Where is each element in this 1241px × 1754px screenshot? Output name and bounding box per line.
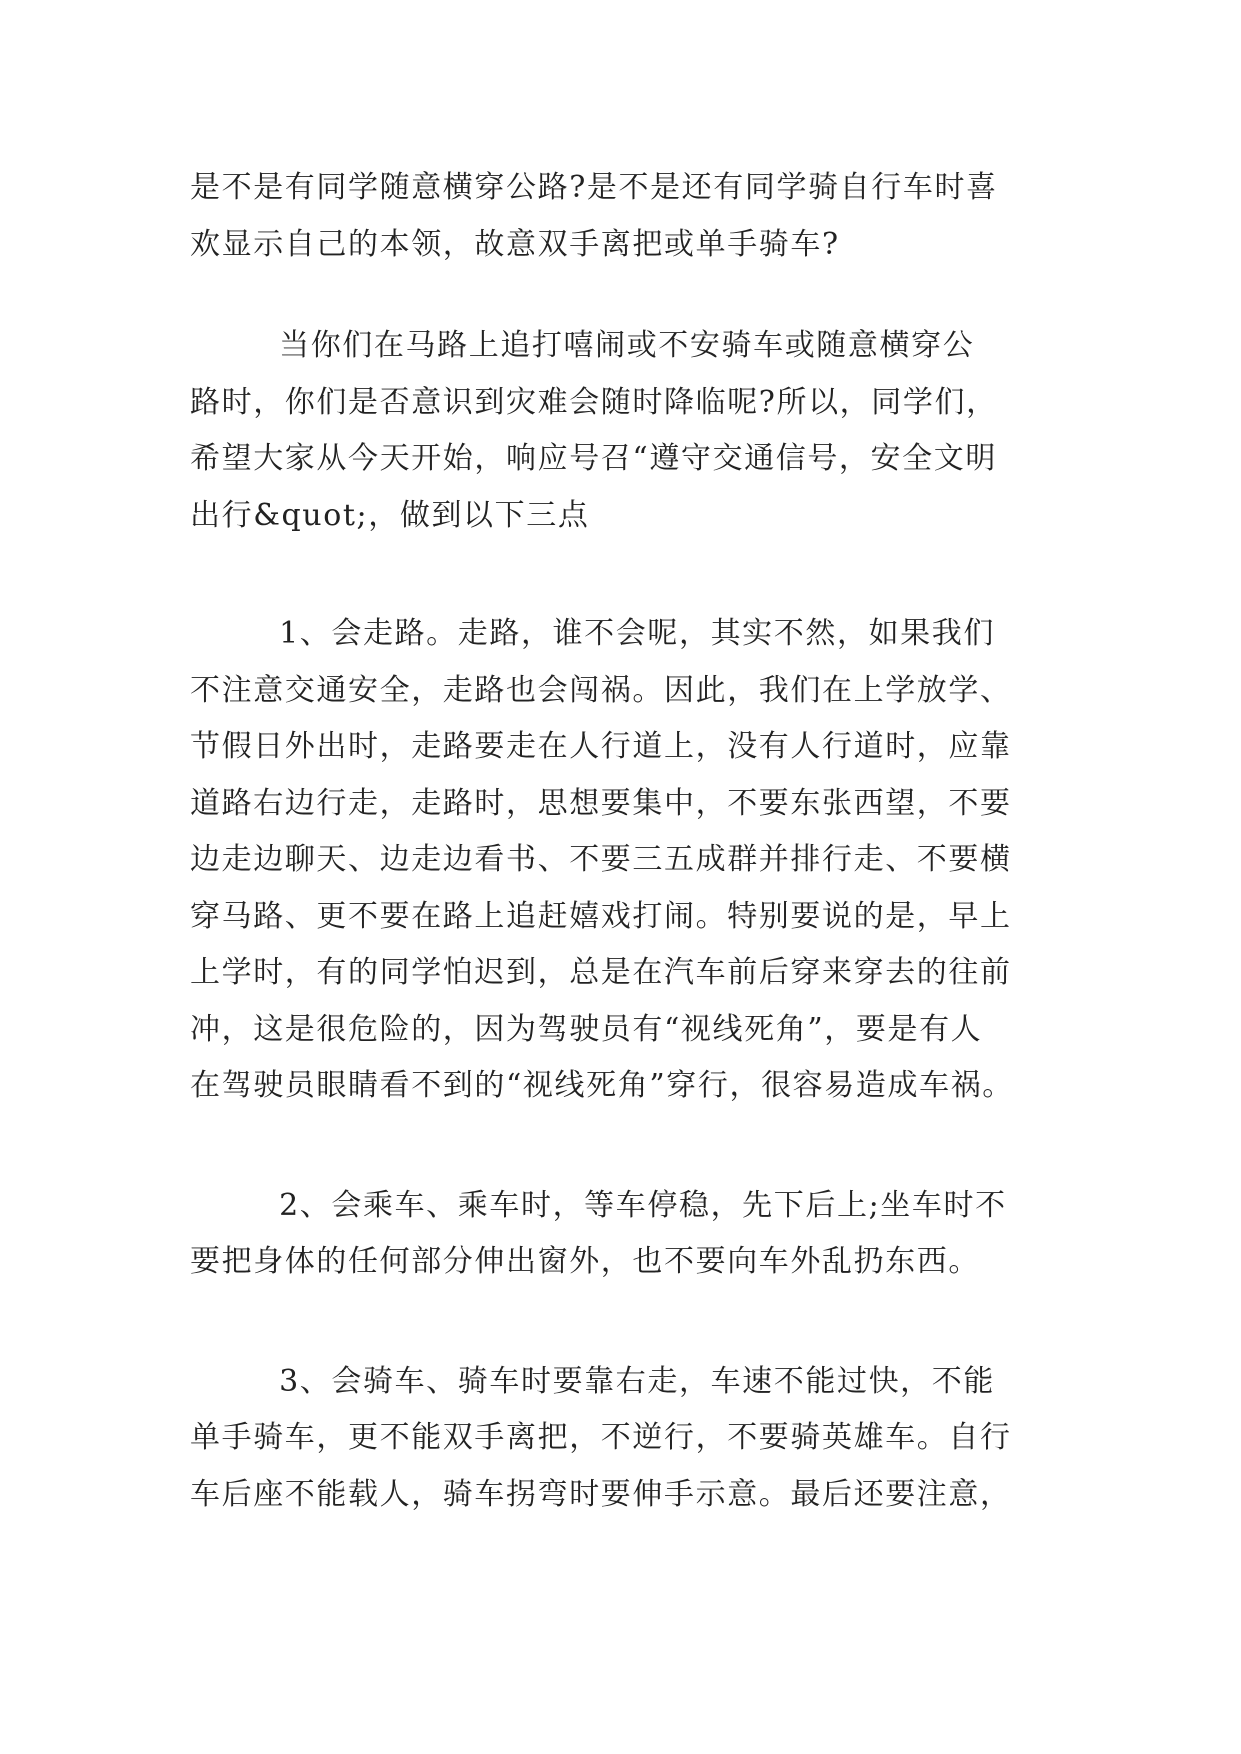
paragraph-4	[190, 1178, 1070, 1291]
text-line: 3、会骑车、骑车时要靠右走，车速不能过快，不能	[190, 1363, 995, 1399]
text-line: 当你们在马路上追打嘻闹或不安骑车或随意横穿公	[190, 328, 975, 363]
text-line: 不注意交通安全，走路也会闯祸。因此，我们在上学放学、	[190, 672, 1012, 708]
text-line: 车后座不能载人，骑车拐弯时要伸手示意。最后还要注意，	[190, 1476, 1012, 1512]
text-line: 穿马路、更不要在路上追赶嬉戏打闹。特别要说的是，早上	[190, 898, 1012, 934]
paragraph-2	[190, 318, 1070, 544]
text-line: 要把身体的任何部分伸出窗外，也不要向车外乱扔东西。	[190, 1244, 980, 1279]
text-line: 上学时，有的同学怕迟到，总是在汽车前后穿来穿去的往前	[190, 955, 1012, 990]
text-line: 希望大家从今天开始，响应号召“遵守交通信号，安全文明	[190, 441, 997, 476]
text-line: 出行&quot;，做到以下三点	[190, 497, 590, 533]
document-body	[190, 160, 1070, 1523]
text-line: 道路右边行走，走路时，思想要集中，不要东张西望，不要	[190, 785, 1012, 821]
text-line: 冲，这是很危险的，因为驾驶员有“视线死角”，要是有人	[190, 1011, 983, 1047]
paragraph-1	[190, 160, 1070, 273]
text-line: 边走边聊天、边走边看书、不要三五成群并排行走、不要横	[190, 842, 1012, 877]
text-line: 2、会乘车、乘车时，等车停稳，先下后上;坐车时不	[190, 1187, 1007, 1223]
text-line: 路时，你们是否意识到灾难会随时降临呢?所以，同学们，	[190, 384, 998, 420]
text-line: 节假日外出时，走路要走在人行道上，没有人行道时，应靠	[190, 729, 1012, 764]
text-line: 在驾驶员眼睛看不到的“视线死角”穿行，很容易造成车祸。	[190, 1068, 1014, 1103]
text-line: 欢显示自己的本领，故意双手离把或单手骑车?	[190, 226, 840, 262]
paragraph-5	[190, 1354, 1070, 1524]
text-line: 单手骑车，更不能双手离把，不逆行，不要骑英雄车。自行	[190, 1420, 1012, 1455]
text-line: 是不是有同学随意横穿公路?是不是还有同学骑自行车时喜	[190, 170, 998, 205]
paragraph-3	[190, 606, 1070, 1115]
text-line: 1、会走路。走路，谁不会呢，其实不然，如果我们	[190, 616, 995, 651]
